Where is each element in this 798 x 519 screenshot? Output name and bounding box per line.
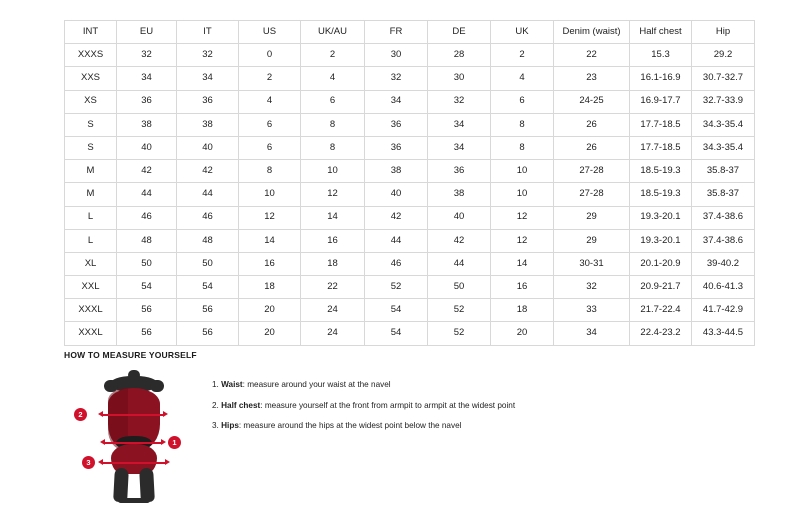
cell: 17.7-18.5 <box>630 113 692 136</box>
cell: 48 <box>177 229 239 252</box>
marker-waist: 1 <box>168 436 181 449</box>
cell: 10 <box>491 183 554 206</box>
cell: 40.6-41.3 <box>692 276 755 299</box>
cell: S <box>65 136 117 159</box>
cell: 54 <box>177 276 239 299</box>
cell: 37.4-38.6 <box>692 206 755 229</box>
cell: 56 <box>117 299 177 322</box>
cell: 34.3-35.4 <box>692 113 755 136</box>
cell: XXXL <box>65 322 117 345</box>
cell: 36 <box>428 160 491 183</box>
cell: 28 <box>428 44 491 67</box>
cell: L <box>65 206 117 229</box>
cell: 29 <box>554 229 630 252</box>
instruction-hips <box>212 421 515 432</box>
cell: 10 <box>301 160 365 183</box>
table-row <box>65 113 755 136</box>
cell: 30-31 <box>554 252 630 275</box>
cell: 15.3 <box>630 44 692 67</box>
column-header: US <box>239 21 301 44</box>
cell: 36 <box>177 90 239 113</box>
cell: XS <box>65 90 117 113</box>
cell: 44 <box>365 229 428 252</box>
cell: 10 <box>239 183 301 206</box>
cell: 6 <box>491 90 554 113</box>
chest-measure-line <box>102 414 164 416</box>
cell: M <box>65 160 117 183</box>
cell: 50 <box>117 252 177 275</box>
table-row <box>65 299 755 322</box>
cell: 52 <box>428 299 491 322</box>
table-row <box>65 322 755 345</box>
cell: 12 <box>491 206 554 229</box>
cell: 0 <box>239 44 301 67</box>
cell: 24-25 <box>554 90 630 113</box>
hips-measure-line <box>102 462 166 464</box>
cell: 56 <box>177 322 239 345</box>
cell: 42 <box>117 160 177 183</box>
cell: 32 <box>428 90 491 113</box>
cell: 42 <box>177 160 239 183</box>
cell: 19.3-20.1 <box>630 206 692 229</box>
cell: XL <box>65 252 117 275</box>
cell: 14 <box>491 252 554 275</box>
how-to-measure-title: HOW TO MEASURE YOURSELF <box>64 350 197 360</box>
instruction-label: Half chest <box>221 400 261 410</box>
cell: 8 <box>301 136 365 159</box>
cell: 36 <box>365 113 428 136</box>
table-row <box>65 206 755 229</box>
cell: 20 <box>491 322 554 345</box>
cell: 34.3-35.4 <box>692 136 755 159</box>
table-header-row <box>65 21 755 44</box>
marker-half-chest: 2 <box>74 408 87 421</box>
cell: XXXS <box>65 44 117 67</box>
column-header: Hip <box>692 21 755 44</box>
cell: 46 <box>117 206 177 229</box>
cell: 27-28 <box>554 183 630 206</box>
cell: 50 <box>428 276 491 299</box>
instruction-text: : measure around the hips at the widest point below the navel <box>238 421 462 431</box>
table-row <box>65 229 755 252</box>
cell: 46 <box>365 252 428 275</box>
cell: 16 <box>491 276 554 299</box>
marker-hips: 3 <box>82 456 95 469</box>
cell: 30 <box>365 44 428 67</box>
cell: 54 <box>365 299 428 322</box>
table-row <box>65 160 755 183</box>
cell: 41.7-42.9 <box>692 299 755 322</box>
measure-instructions <box>212 370 515 442</box>
cell: 6 <box>301 90 365 113</box>
cell: XXS <box>65 67 117 90</box>
column-header: FR <box>365 21 428 44</box>
cell: 43.3-44.5 <box>692 322 755 345</box>
instruction-text: : measure yourself at the front from armpit to armpit at the widest point <box>260 400 516 410</box>
cell: 22 <box>301 276 365 299</box>
cell: 35.8-37 <box>692 183 755 206</box>
cell: 22 <box>554 44 630 67</box>
cell: 18 <box>301 252 365 275</box>
waist-arrow-left-icon <box>100 439 105 445</box>
cell: 34 <box>177 67 239 90</box>
cell: 2 <box>239 67 301 90</box>
cell: 10 <box>491 160 554 183</box>
cell: 40 <box>177 136 239 159</box>
cell: 2 <box>301 44 365 67</box>
cell: 20.1-20.9 <box>630 252 692 275</box>
waist-arrow-right-icon <box>161 439 166 445</box>
instruction-label: Hips <box>221 421 239 431</box>
cell: XXXL <box>65 299 117 322</box>
cell: 4 <box>239 90 301 113</box>
cell: 21.7-22.4 <box>630 299 692 322</box>
cell: XXL <box>65 276 117 299</box>
how-to-measure-section <box>64 350 764 510</box>
column-header: UK <box>491 21 554 44</box>
table-row <box>65 252 755 275</box>
cell: 52 <box>428 322 491 345</box>
cell: 36 <box>365 136 428 159</box>
cell: 38 <box>117 113 177 136</box>
cell: 12 <box>301 183 365 206</box>
cell: 23 <box>554 67 630 90</box>
cell: L <box>65 229 117 252</box>
table-row <box>65 90 755 113</box>
cell: 12 <box>239 206 301 229</box>
cell: 26 <box>554 136 630 159</box>
column-header: IT <box>177 21 239 44</box>
cell: 26 <box>554 113 630 136</box>
column-header: UK/AU <box>301 21 365 44</box>
mannequin-diagram <box>80 370 190 510</box>
cell: 34 <box>554 322 630 345</box>
cell: 29 <box>554 206 630 229</box>
column-header: Denim (waist) <box>554 21 630 44</box>
cell: 48 <box>117 229 177 252</box>
cell: 14 <box>239 229 301 252</box>
cell: 35.8-37 <box>692 160 755 183</box>
cell: 34 <box>428 136 491 159</box>
table-row <box>65 183 755 206</box>
table-row <box>65 136 755 159</box>
cell: 50 <box>177 252 239 275</box>
cell: 19.3-20.1 <box>630 229 692 252</box>
cell: 40 <box>117 136 177 159</box>
cell: 39-40.2 <box>692 252 755 275</box>
cell: 44 <box>117 183 177 206</box>
table-row <box>65 44 755 67</box>
cell: 36 <box>117 90 177 113</box>
cell: 32 <box>177 44 239 67</box>
column-header: INT <box>65 21 117 44</box>
cell: 37.4-38.6 <box>692 229 755 252</box>
cell: 34 <box>365 90 428 113</box>
cell: 8 <box>239 160 301 183</box>
cell: 18 <box>239 276 301 299</box>
cell: 12 <box>491 229 554 252</box>
cell: 38 <box>177 113 239 136</box>
cell: 4 <box>301 67 365 90</box>
mannequin-stand <box>118 498 150 503</box>
cell: 24 <box>301 299 365 322</box>
cell: 38 <box>428 183 491 206</box>
instruction-number: 2. <box>212 400 219 410</box>
cell: 18.5-19.3 <box>630 160 692 183</box>
cell: 32.7-33.9 <box>692 90 755 113</box>
chest-arrow-right-icon <box>163 411 168 417</box>
cell: 30 <box>428 67 491 90</box>
size-chart-container <box>64 20 744 346</box>
mannequin-shoulder-right <box>150 380 164 392</box>
cell: 42 <box>428 229 491 252</box>
cell: 34 <box>428 113 491 136</box>
cell: 56 <box>177 299 239 322</box>
column-header: EU <box>117 21 177 44</box>
cell: 8 <box>491 136 554 159</box>
instruction-label: Waist <box>221 380 243 389</box>
cell: 17.7-18.5 <box>630 136 692 159</box>
cell: 54 <box>117 276 177 299</box>
cell: 40 <box>428 206 491 229</box>
cell: S <box>65 113 117 136</box>
waist-measure-line <box>104 442 162 444</box>
cell: 20.9-21.7 <box>630 276 692 299</box>
cell: 34 <box>117 67 177 90</box>
how-to-measure-body <box>64 370 764 510</box>
hips-arrow-left-icon <box>98 459 103 465</box>
cell: 16 <box>239 252 301 275</box>
cell: 6 <box>239 136 301 159</box>
cell: 4 <box>491 67 554 90</box>
cell: 44 <box>177 183 239 206</box>
cell: 22.4-23.2 <box>630 322 692 345</box>
cell: 2 <box>491 44 554 67</box>
cell: 40 <box>365 183 428 206</box>
cell: 8 <box>491 113 554 136</box>
instruction-number: 1. <box>212 380 219 389</box>
size-chart-table <box>64 20 755 346</box>
cell: 30.7-32.7 <box>692 67 755 90</box>
cell: 32 <box>365 67 428 90</box>
cell: 6 <box>239 113 301 136</box>
instruction-half-chest <box>212 401 515 412</box>
cell: 52 <box>365 276 428 299</box>
cell: 27-28 <box>554 160 630 183</box>
table-row <box>65 67 755 90</box>
column-header: DE <box>428 21 491 44</box>
instruction-waist <box>212 380 515 391</box>
cell: 18 <box>491 299 554 322</box>
cell: 20 <box>239 299 301 322</box>
cell: 24 <box>301 322 365 345</box>
cell: 38 <box>365 160 428 183</box>
chest-arrow-left-icon <box>98 411 103 417</box>
cell: 16.1-16.9 <box>630 67 692 90</box>
cell: 32 <box>554 276 630 299</box>
cell: M <box>65 183 117 206</box>
instruction-number: 3. <box>212 421 219 431</box>
cell: 18.5-19.3 <box>630 183 692 206</box>
cell: 54 <box>365 322 428 345</box>
cell: 29.2 <box>692 44 755 67</box>
instruction-text: : measure around your waist at the navel <box>242 380 391 389</box>
table-row <box>65 276 755 299</box>
cell: 16.9-17.7 <box>630 90 692 113</box>
cell: 44 <box>428 252 491 275</box>
hips-arrow-right-icon <box>165 459 170 465</box>
cell: 14 <box>301 206 365 229</box>
cell: 20 <box>239 322 301 345</box>
cell: 56 <box>117 322 177 345</box>
cell: 42 <box>365 206 428 229</box>
cell: 8 <box>301 113 365 136</box>
cell: 16 <box>301 229 365 252</box>
column-header: Half chest <box>630 21 692 44</box>
cell: 32 <box>117 44 177 67</box>
cell: 46 <box>177 206 239 229</box>
cell: 33 <box>554 299 630 322</box>
